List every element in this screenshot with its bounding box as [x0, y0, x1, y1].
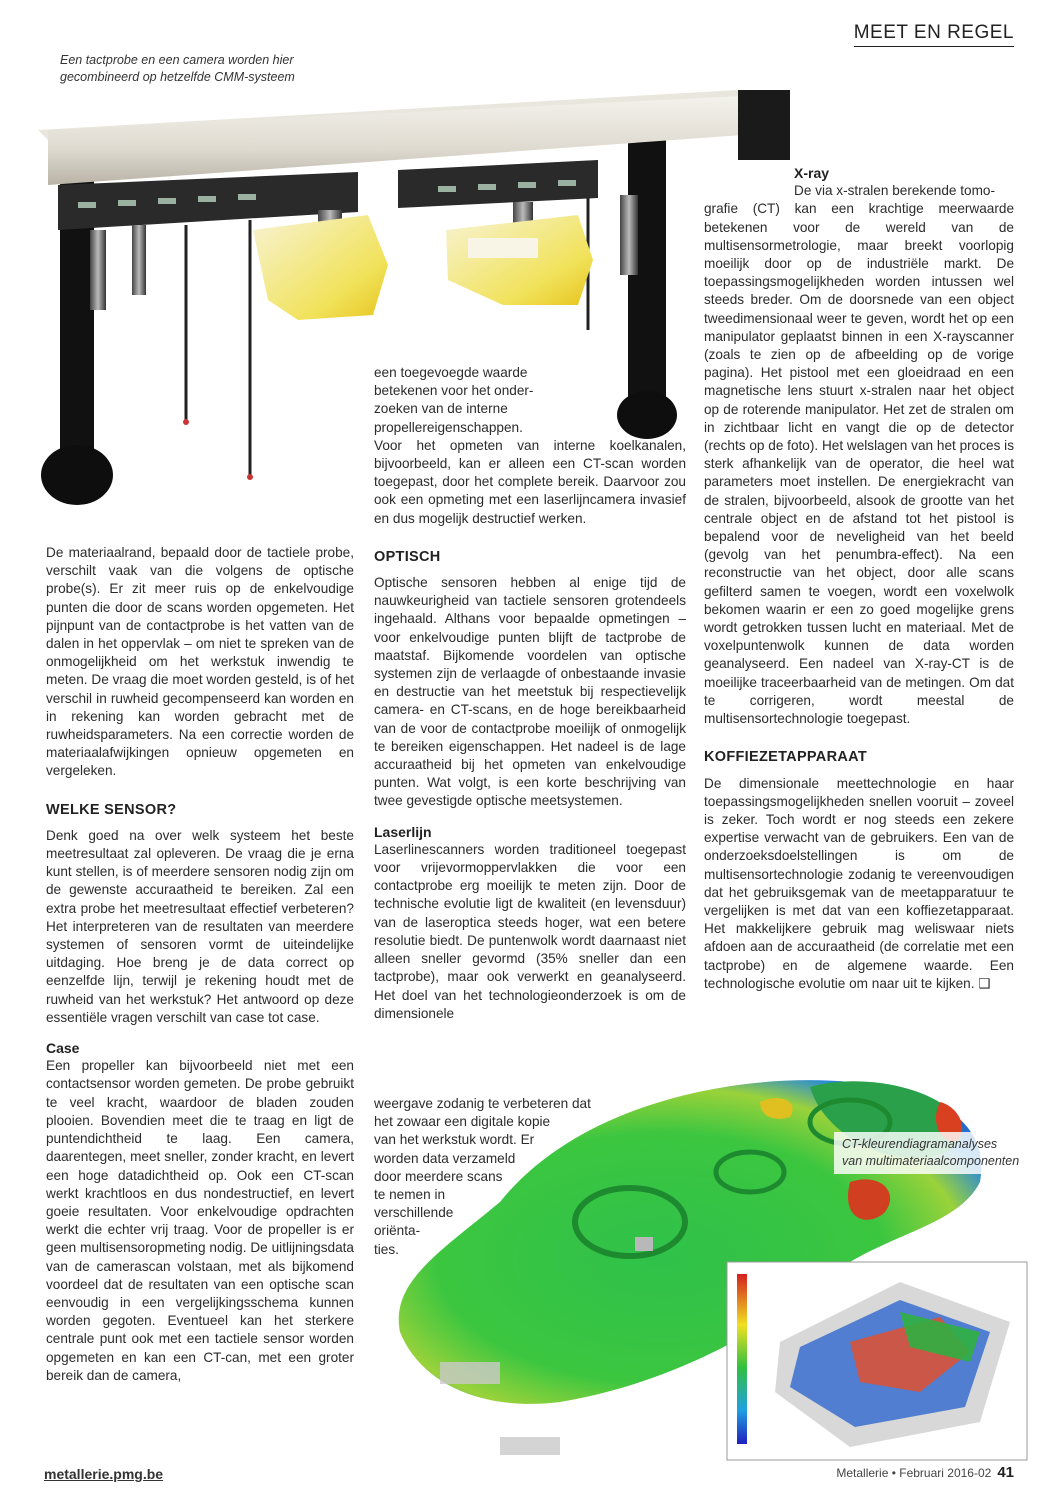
website-link[interactable]: metallerie.pmg.be: [44, 1466, 164, 1482]
col2-line-4: propellereigenschappen.: [374, 419, 523, 435]
ct-caption-line-1: CT-kleurendiagramanalyses: [842, 1137, 998, 1151]
end-mark-icon: ❑: [978, 975, 991, 991]
column-1: [46, 544, 354, 1385]
col1-paragraph-3: Een propeller kan bijvoorbeeld niet met een contactsensor worden gemeten. De probe gebruikt te veel kracht, waardoor de bladen zouden plooien. Bovendien meet die te traag en ligt de puntendichtheid te laag. Een camera, daarentegen, meet sneller, zonder kracht, en levert een hoge datadichtheid op. Ook een CT-scan werkt krachtloos en dus nondestructief, en levert goeie resultaten. Voor enkelvoudige opdrachten werkt die echter vrij traag. Voor de propeller is er geen multisensoropmeting nodig. De uitlijningsdata van de camerascan volstaan, met als bijkomend voordeel dat de resultaten van een optische scan eenvoudig in een vergelijkingsschema kunnen worden gegoten. Eventueel kan het sterkere centrale punt ook met een tactiele sensor worden opgemeten en kan een CT-can, met een groter bereik dan de camera,: [46, 1058, 354, 1383]
issue-label: Metallerie • Februari 2016-02: [836, 1466, 992, 1480]
col1-paragraph-2: Denk goed na over welk systeem het beste meetresultaat zal opleveren. De vraag die je erna kunt stellen, is of meerdere sensoren nodig zijn om de gewenste accuraatheid te bereiken. Zal een extra probe het meetresultaat effectief verbeteren? Het interpreteren van de resultaten van meerdere systemen of sensoren vormt de uiteindelijke uitdaging. Hoe breng je de data correct op eenzelfde lijn, terwijl je rekening houdt met de ruwheid van het werkstuk? Het antwoord op deze essentiële vragen verschilt van case tot case.: [46, 827, 354, 1025]
col2-tail: [374, 1095, 624, 1259]
tail-line-7: verschillende: [374, 1205, 454, 1221]
top-caption-line-1: Een tactprobe en een camera worden hier: [60, 53, 294, 67]
heading-laserlijn: Laserlijn: [374, 823, 432, 840]
top-photo-caption: [60, 52, 295, 86]
col1-paragraph-1: De materiaalrand, bepaald door de tactiele probe, verschilt vaak van die volgens de optische probe(s). Er zit meer ruis op de enkelvoudige punten die door de scans worden opgemeten. Het pijnpunt van de contactprobe is het vatten van de dalen in het oppervlak – om niet te spreken van de onmogelijkheid om het werkstuk inwendig te meten. De vraag die moet worden gesteld, is of het verschil in ruwheid gecompenseerd kan worden en in rekening kan worden gebracht met de ruwheidsparameters. Na een correctie worden de materiaalafwijkingen opnieuw opgemeten en vergeleken.: [46, 545, 354, 779]
col2-paragraph-4: Laserlinescanners worden traditioneel toegepast voor vrijevormoppervlakken die voor een contactprobe erg moeilijk te meten zijn. Door de technische evolutie ligt de kwaliteit (en levensduur) van de laseroptica steeds hoger, wat een betere resolutie biedt. De puntenwolk wordt daarnaast niet alleen sneller gevormd (35% sneller dan een tactprobe), maar ook verwerkt en geanalyseerd. Het doel van het technologieonderzoek is om de dimensionele: [374, 841, 686, 1021]
tail-line-4: worden data verzameld: [374, 1150, 516, 1166]
column-3: [704, 164, 1014, 993]
heading-case: Case: [46, 1040, 80, 1057]
col3-line-1: De via x-stralen berekende tomo-: [794, 183, 995, 199]
tail-line-1: weergave zodanig te verbeteren dat: [374, 1096, 591, 1111]
column-2: [374, 364, 686, 1023]
tail-line-3: van het werkstuk wordt. Er: [374, 1132, 535, 1148]
col3-paragraph-1: grafie (CT) kan een krachtige meerwaarde betekenen voor de wereld van de multisensormetrologie, maar breekt voorlopig moeilijk door op de industriële markt. De toepassingsmogelijkheden worden intussen wel steeds breder. Om de doorsnede van een object tweedimensionaal weer te geven, wordt het op een manipulator geplaatst binnen in een X-rayscanner (zoals te zien op de afbeelding op de vorige pagina). Het pistool met een gloeidraad en een magnetische lens stuurt x-stralen naar het object op de roterende manipulator. Het zet de stralen om in zichtbaar licht en vangt die op de detector (rechts op de foto). Het welslagen van het proces is sterk afhankelijk van de operator, die heel wat parameters moet instellen. De energiekracht van de stralen, bijvoorbeeld, alsook de grootte van het centrale object en de afstand tot het pistool is bepalend voor de neveligheid van het beeld (gevolg van het penumbra-effect). Na een reconstructie van het object, door alle scans gefilterd samen te voegen, wordt een voxelwolk bekomen waarin er een zo goed mogelijke grens wordt getrokken tussen lucht en materiaal. Met de voxelpuntenwolk kunnen de data worden geanalyseerd. Een nadeel van X-ray-CT is de moeilijke traceerbaarheid van de metingen. Om dat te corrigeren, wordt meestal de multisensortechnologie toegepast.: [704, 201, 1014, 727]
section-label: MEET EN REGEL: [854, 22, 1014, 47]
col2-line-2: betekenen voor het onder-: [374, 383, 534, 399]
heading-optisch: OPTISCH: [374, 548, 441, 565]
tail-line-5: door meerdere scans: [374, 1168, 503, 1184]
tail-line-6: te nemen in: [374, 1187, 446, 1203]
top-caption-line-2: gecombineerd op hetzelfde CMM-systeem: [60, 70, 295, 84]
col2-paragraph-3: Optische sensoren hebben al enige tijd de nauwkeurigheid van tactiele sensoren grotendeels ingehaald. Althans voor bepaalde opmetingen – voor enkelvoudige punten blijft de tactprobe de maatstaf. Bijkomende voordelen van optische systemen zijn de verlaagde of onbestaande invasie en destructie van het meetstuk bij respectievelijk camera- en CT-scans, en de hoge bereikbaarheid van de voor de contactprobe moeilijk of onmogelijk te bereiken eigenschappen. Het nadeel is de lage accuraatheid bij het opmeten van enkelvoudige punten. Wat volgt, is een korte beschrijving van twee gevestigde optische meetsystemen.: [374, 575, 686, 809]
page-number: 41: [997, 1464, 1014, 1481]
ct-caption-line-2: van multimateriaalcomponenten: [842, 1154, 1020, 1168]
heading-welke-sensor: WELKE SENSOR?: [46, 801, 177, 818]
col2-line-1: een toegevoegde waarde: [374, 365, 528, 380]
col3-paragraph-2: [704, 775, 1014, 993]
ct-photo-caption: [834, 1132, 1027, 1174]
tail-line-8: oriënta-: [374, 1223, 421, 1239]
heading-xray: X-ray: [794, 165, 830, 181]
col2-paragraph-2: Voor het opmeten van interne koelkanalen, bijvoorbeeld, kan er alleen een CT-scan worden toegepast, door het complete bereik. Daarvoor zou ook een opmeting met een laserlijncamera invasief en dus mogelijk destructief werken.: [374, 437, 686, 526]
tail-line-2: het zowaar een digitale kopie: [374, 1114, 551, 1130]
heading-koffiezetapparaat: KOFFIEZETAPPARAAT: [704, 749, 867, 766]
tail-line-9: ties.: [374, 1241, 399, 1257]
col2-line-3: zoeken van de interne: [374, 401, 508, 417]
footer-issue: [836, 1464, 1014, 1481]
col3-paragraph-2-text: De dimensionale meettechnologie en haar toepassingsmogelijkheden snellen vooruit – zoveel is zeker. Toch wordt er nog steeds een zekere expertise verwacht van de gebruikers. Een van de onderzoeksdoelstellingen is om de multisensortechnologie zodanig te vereenvoudigen dat het gebruiksgemak van de meetapparatuur te vergelijken is met dat van een koffiezetapparaat. Het makkelijkere gebruik mag weliswaar niets afdoen aan de accuraatheid (de correlatie met een tactprobe) en de algemene waarde. Een technologische evolutie om naar uit te kijken.: [704, 775, 1014, 991]
